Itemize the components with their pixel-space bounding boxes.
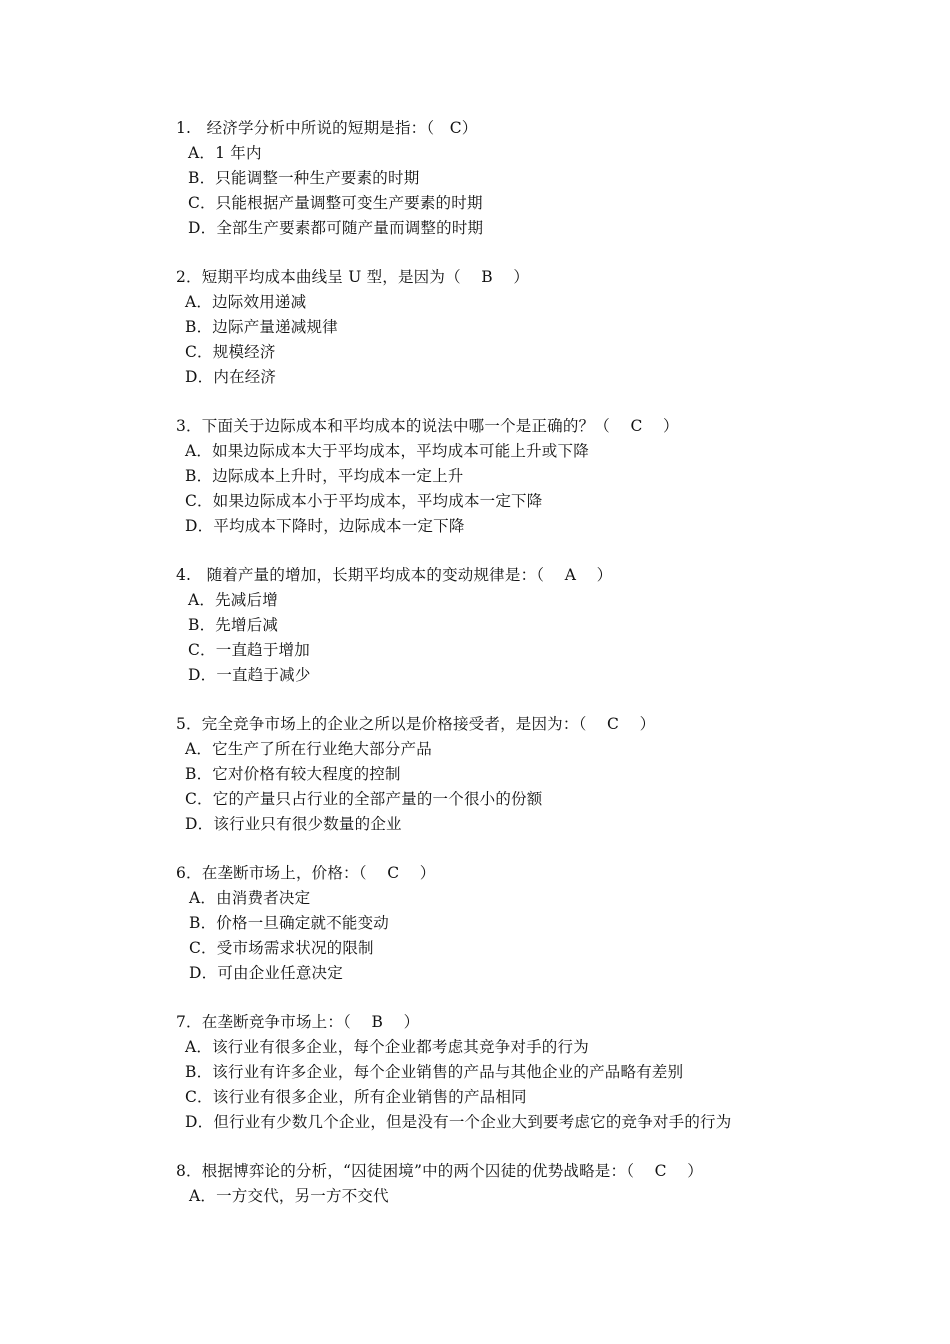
option-d: D．平均成本下降时，边际成本一定下降	[185, 517, 465, 535]
option-b: B．边际产量递减规律	[185, 318, 338, 336]
question-stem: 8．根据博弈论的分析，“囚徒困境”中的两个囚徒的优势战略是：（ C ）	[176, 1162, 703, 1180]
question-stem: 1. 经济学分析中所说的短期是指：（ C）	[176, 119, 478, 137]
question-list	[176, 116, 876, 1233]
option-d: D．该行业只有很少数量的企业	[185, 815, 402, 833]
option-c: C．该行业有很多企业，所有企业销售的产品相同	[185, 1088, 527, 1106]
option-c: C．如果边际成本小于平均成本，平均成本一定下降	[185, 492, 543, 510]
option-b: B．只能调整一种生产要素的时期	[188, 169, 420, 187]
option-d: D．内在经济	[185, 368, 277, 386]
option-a: A．该行业有很多企业，每个企业都考虑其竞争对手的行为	[185, 1038, 589, 1056]
question-stem: 3．下面关于边际成本和平均成本的说法中哪一个是正确的？（ C ）	[176, 417, 679, 435]
option-a: A．如果边际成本大于平均成本，平均成本可能上升或下降	[185, 442, 589, 460]
question-7	[176, 1010, 876, 1135]
option-b: B．价格一旦确定就不能变动	[189, 914, 389, 932]
option-c: C．它的产量只占行业的全部产量的一个很小的份额	[185, 790, 543, 808]
option-a: A．边际效用递减	[185, 293, 307, 311]
question-stem: 5．完全竞争市场上的企业之所以是价格接受者，是因为：（ C ）	[176, 715, 656, 733]
option-a: A．1 年内	[188, 144, 262, 162]
option-b: B．它对价格有较大程度的控制	[185, 765, 401, 783]
option-d: D．全部生产要素都可随产量而调整的时期	[188, 219, 484, 237]
option-a: A．由消费者决定	[189, 889, 311, 907]
question-stem: 4. 随着产量的增加，长期平均成本的变动规律是：（ A ）	[176, 566, 613, 584]
option-a: A．一方交代，另一方不交代	[189, 1187, 389, 1205]
option-c: C．一直趋于增加	[188, 641, 310, 659]
question-3	[176, 414, 876, 539]
question-stem: 7．在垄断竞争市场上：（ B ）	[176, 1013, 420, 1031]
question-1	[176, 116, 876, 241]
question-8	[176, 1159, 876, 1209]
option-b: B．该行业有许多企业，每个企业销售的产品与其他企业的产品略有差别	[185, 1063, 684, 1081]
question-5	[176, 712, 876, 837]
question-stem: 6．在垄断市场上，价格：（ C ）	[176, 864, 436, 882]
option-b: B．边际成本上升时，平均成本一定上升	[185, 467, 464, 485]
option-c: C．规模经济	[185, 343, 276, 361]
question-6	[176, 861, 876, 986]
option-b: B．先增后减	[188, 616, 279, 634]
question-2	[176, 265, 876, 390]
option-d: D．可由企业任意决定	[189, 964, 343, 982]
option-d: D．一直趋于减少	[188, 666, 311, 684]
option-a: A．它生产了所在行业绝大部分产品	[185, 740, 432, 758]
question-stem: 2．短期平均成本曲线呈 U 型，是因为（ B ）	[176, 268, 530, 286]
option-a: A．先减后增	[188, 591, 278, 609]
option-d: D．但行业有少数几个企业，但是没有一个企业大到要考虑它的竞争对手的行为	[185, 1113, 732, 1131]
option-c: C．只能根据产量调整可变生产要素的时期	[188, 194, 483, 212]
question-4	[176, 563, 876, 688]
option-c: C．受市场需求状况的限制	[189, 939, 374, 957]
